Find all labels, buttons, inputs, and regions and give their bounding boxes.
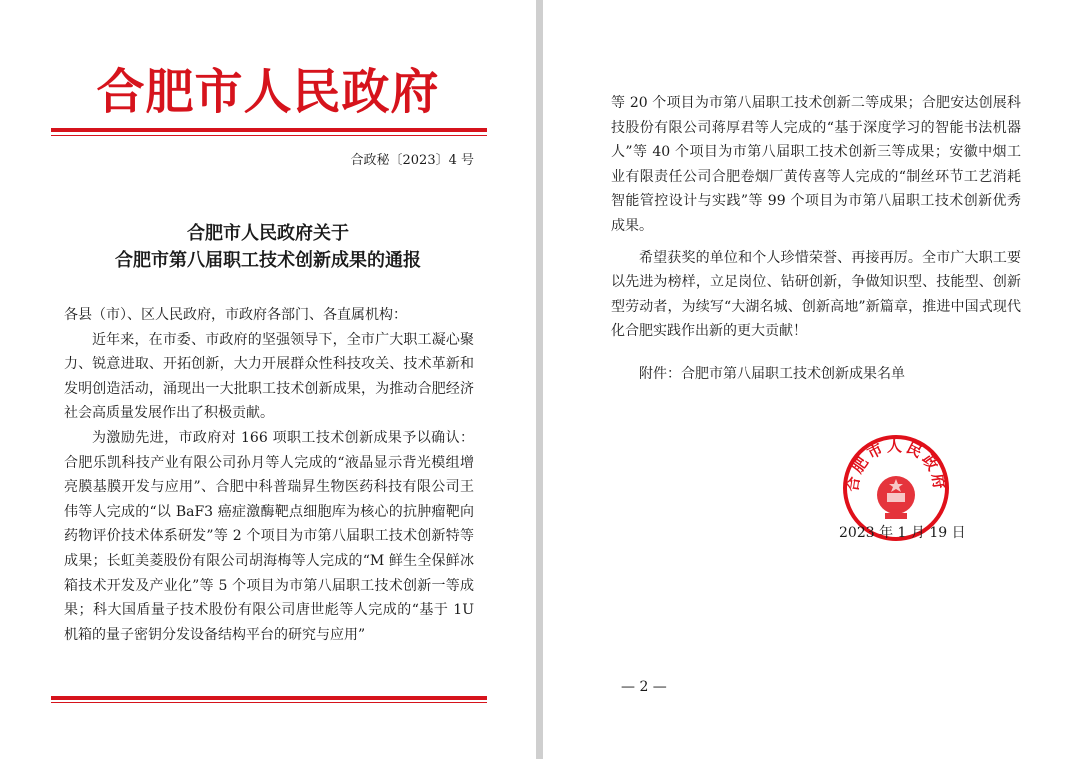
document-page-1 [0,0,536,759]
document-title-line-2: 合肥市第八届职工技术创新成果的通报 [115,250,421,271]
salutation: 各县（市）、区人民政府，市政府各部门、各直属机构： [64,307,407,323]
document-number: 合政秘〔2023〕4 号 [350,153,474,168]
issuing-authority-header: 合肥市人民政府 [96,64,440,120]
red-header-rule-thin [51,135,487,136]
attachment-note: 附件：合肥市第八届职工技术创新成果名单 [639,365,905,382]
paragraph-2-continued: 等 20 个项目为市第八届职工技术创新二等成果；合肥安达创展科技股份有限公司蒋厚君等人完成的“基于深度学习的智能书法机器人”等 40 个项目为市第八届职工技术创新三等成果；安徽中烟工业有限责任公司合肥卷烟厂黄传喜等人完成的“制丝环节工艺消耗智能管控设计与实践”等 99 个项目为市第八届职工技术创新优秀成果。 [611,95,1021,234]
paragraph-3: 希望获奖的单位和个人珍惜荣誉、再接再厉。全市广大职工要以先进为榜样，立足岗位、钻研创新，争做知识型、技能型、创新型劳动者，为续写“大湖名城、创新高地”新篇章，推进中国式现代化合肥实践作出新的更大贡献！ [611,249,1021,340]
body-text-page-2 [611,91,1021,387]
page-number: — 2 — [621,679,667,695]
svg-text:合肥市人民政府: 合肥市人民政府 [845,438,947,493]
issue-date: 2023 年 1 月 19 日 [839,525,966,541]
paragraph-1: 近年来，在市委、市政府的坚强领导下，全市广大职工凝心聚力、锐意进取、开拓创新，大力开展群众性科技攻关、技术革新和发明创造活动，涌现出一大批职工技术创新成果，为推动合肥经济社会高质量发展作出了积极贡献。 [64,331,474,422]
red-footer-rule-thick [51,696,487,700]
body-text-page-1 [64,303,474,647]
document-page-2 [543,0,1080,759]
document-title-line-1: 合肥市人民政府关于 [187,223,349,244]
red-footer-rule-thin [51,702,487,703]
red-header-rule-thick [51,128,487,132]
paragraph-2: 为激励先进，市政府对 166 项职工技术创新成果予以确认：合肥乐凯科技产业有限公司孙月等人完成的“液晶显示背光模组增亮膜基膜开发与应用”、合肥中科普瑞昇生物医药科技有限公司王伟等人完成的“以 BaF3 癌症激酶靶点细胞库为核心的抗肿瘤靶向药物评价技术体系研发”等 2 个项目为市第八届职工技术创新特等成果；长虹美菱股份有限公司胡海梅等人完成的“M 鲜生全保鲜冰箱技术开发及产业化”等 5 个项目为市第八届职工技术创新一等成果；科大国盾量子技术股份有限公司唐世彪等人完成的“基于 1U 机箱的量子密钥分发设备结构平台的研究与应用” [64,429,474,643]
